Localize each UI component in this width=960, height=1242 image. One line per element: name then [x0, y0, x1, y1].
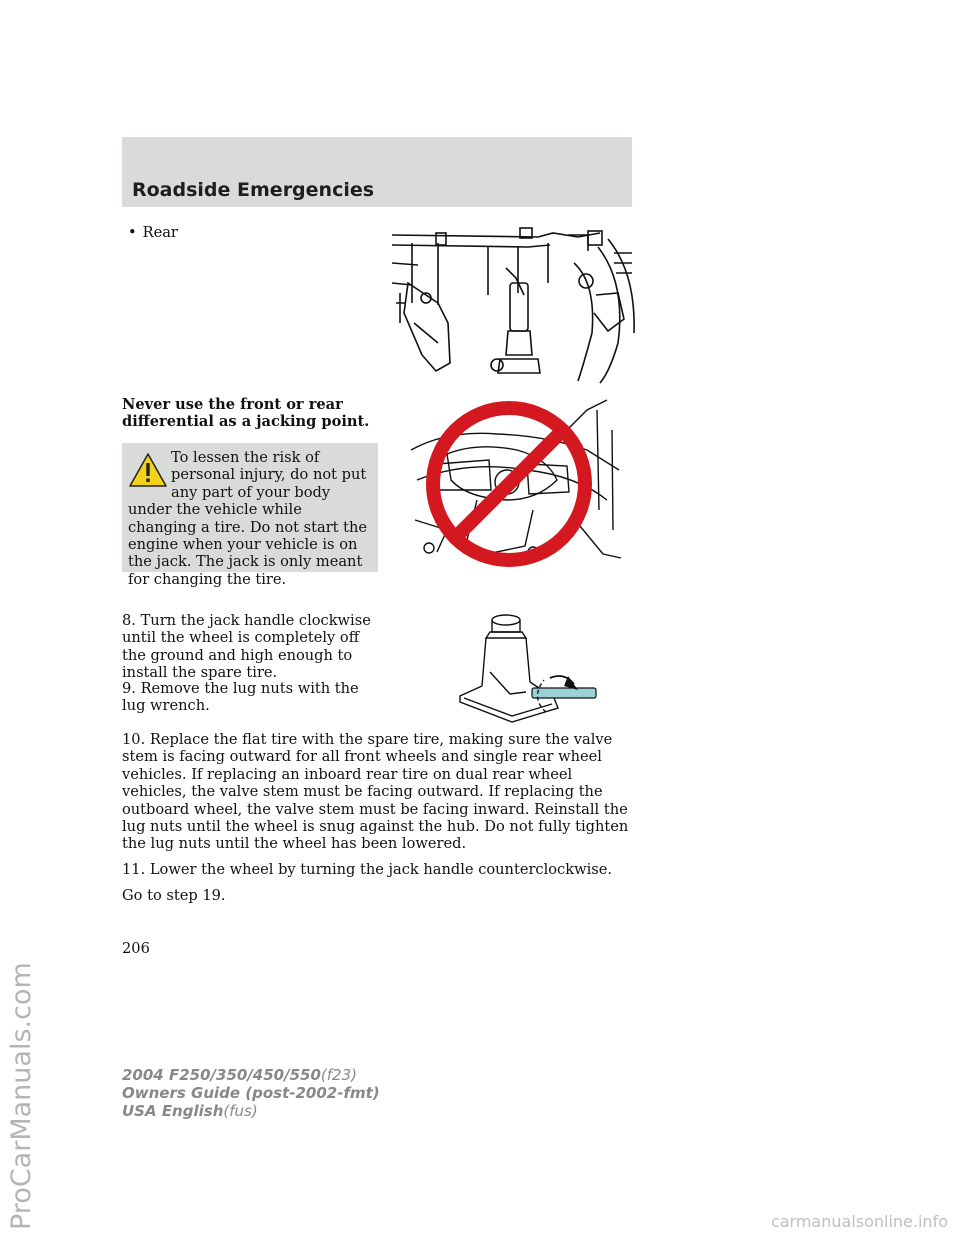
footer-line-3 [122, 1102, 380, 1120]
footer-language: USA English [122, 1102, 224, 1120]
bullet-glyph: • [128, 224, 137, 241]
step-10: 10. Replace the flat tire with the spare tire, making sure the valve stem is facing outward for all front wheels and single rear wheel vehicles. If replacing an inboard rear tire on dual rear wheel vehicles, the valve stem must be facing outward. If replacing the outboard wheel, the valve stem must be facing inward. Reinstall the lug nuts until the wheel is snug against the hub. Do not fully tighten the lug nuts until the wheel has been lowered. [122, 731, 629, 853]
rear-axle-jack-illustration [378, 223, 638, 385]
page-number: 206 [122, 940, 150, 957]
warning-triangle-icon [128, 451, 168, 489]
differential-prohibited-illustration [407, 390, 622, 570]
goto-step: Go to step 19. [122, 887, 226, 904]
footer-language-code: (fus) [223, 1102, 258, 1120]
footer-model-code: (f23) [320, 1066, 357, 1084]
section-header [122, 137, 632, 207]
warning-heading: Never use the front or rear differential as a jacking point. [122, 396, 370, 431]
step-11: 11. Lower the wheel by turning the jack handle counterclockwise. [122, 861, 612, 878]
jack-handle-clockwise-illustration [450, 612, 598, 724]
bottom-watermark: carmanualsonline.info [770, 1212, 948, 1231]
step-8: 8. Turn the jack handle clockwise until the wheel is completely off the ground and high enough to install the spare tire. [122, 612, 371, 682]
bullet-item-rear [128, 224, 178, 241]
warning-text: To lessen the risk of personal injury, do not put any part of your body under the vehicle while changing a tire. Do not start the engine when your vehicle is on the jack. The jack is only meant for changing the tire. [128, 449, 368, 588]
step-9: 9. Remove the lug nuts with the lug wrench. [122, 680, 359, 715]
footer-model: 2004 F250/350/450/550 [122, 1066, 321, 1084]
warning-box [122, 443, 378, 588]
bullet-text: Rear [142, 224, 178, 241]
footer-line-1 [122, 1066, 380, 1084]
footer-line-2: Owners Guide (post-2002-fmt) [122, 1084, 380, 1102]
document-footer [122, 1066, 380, 1120]
section-title: Roadside Emergencies [132, 179, 375, 201]
side-watermark: ProCarManuals.com [6, 962, 37, 1230]
